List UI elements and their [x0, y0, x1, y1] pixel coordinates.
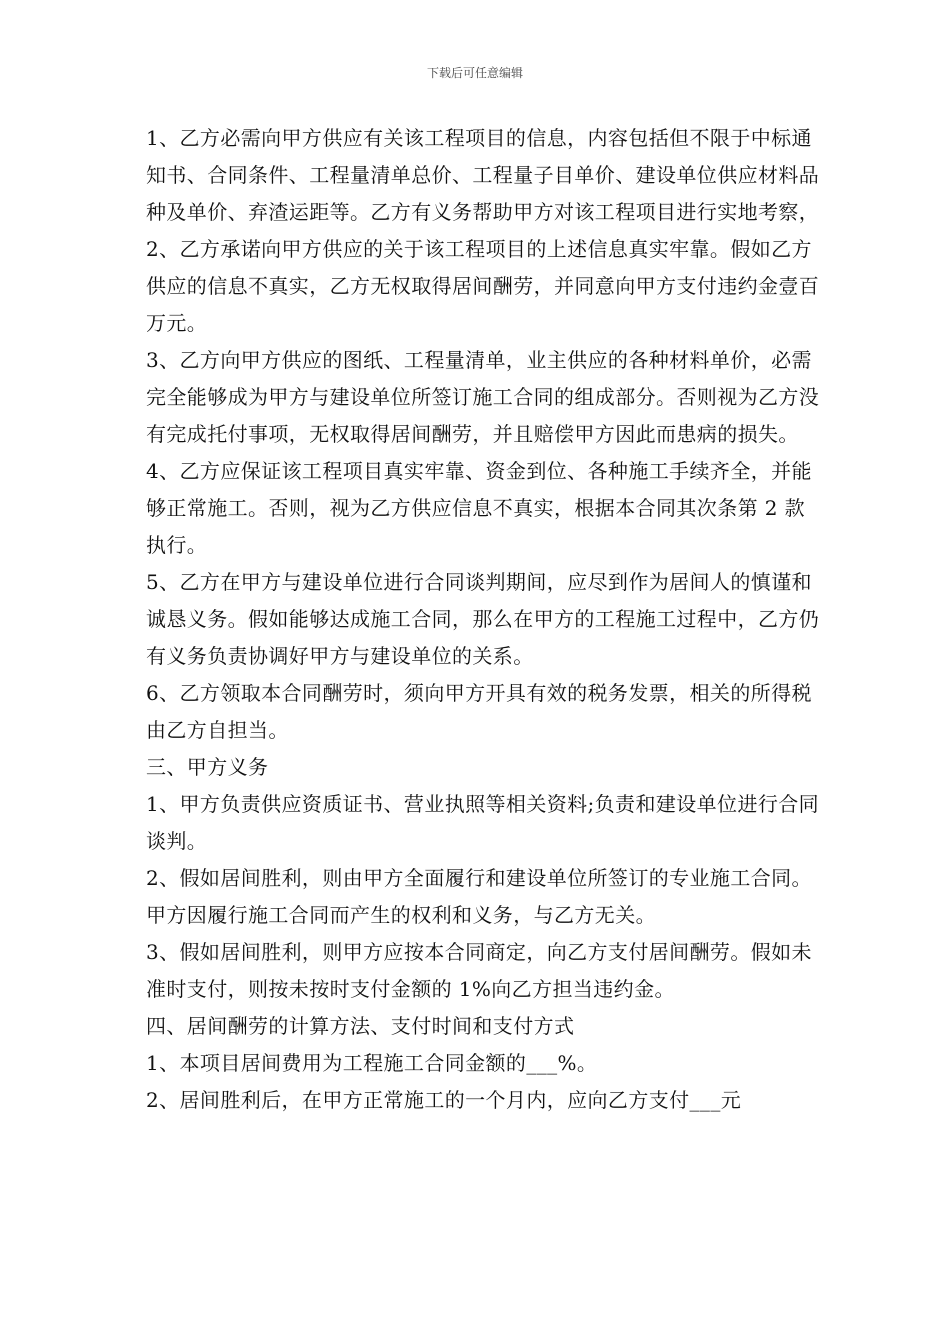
clause-paragraph: 1、甲方负责供应资质证书、营业执照等相关资料;负责和建设单位进行合同谈判。 [146, 792, 820, 853]
section-heading: 三、甲方义务 [146, 755, 269, 779]
clause-paragraph: 3、假如居间胜利，则甲方应按本合同商定，向乙方支付居间酬劳。假如未准时支付，则按未按时支付金额的 1%向乙方担当违约金。 [146, 940, 812, 1001]
document-body [146, 120, 822, 1119]
clause-paragraph: 2、假如居间胜利，则由甲方全面履行和建设单位所签订的专业施工合同。甲方因履行施工合同而产生的权利和义务，与乙方无关。 [146, 866, 812, 927]
clause-paragraph: 3、乙方向甲方供应的图纸、工程量清单，业主供应的各种材料单价，必需完全能够成为甲方与建设单位所签订施工合同的组成部分。否则视为乙方没有完成托付事项，无权取得居间酬劳，并且赔偿甲方因此而患病的损失。 [146, 348, 820, 446]
section-heading: 四、居间酬劳的计算方法、支付时间和支付方式 [146, 1014, 575, 1038]
clause-paragraph: 1、乙方必需向甲方供应有关该工程项目的信息，内容包括但不限于中标通知书、合同条件、工程量清单总价、工程量子目单价、建设单位供应材料品种及单价、弃渣运距等。乙方有义务帮助甲方对该工程项目进行实地考察， [146, 126, 820, 224]
clause-paragraph: 2、乙方承诺向甲方供应的关于该工程项目的上述信息真实牢靠。假如乙方供应的信息不真实，乙方无权取得居间酬劳，并同意向甲方支付违约金壹百万元。 [146, 237, 820, 335]
clause-paragraph: 2、居间胜利后，在甲方正常施工的一个月内，应向乙方支付___元 [146, 1088, 742, 1112]
clause-paragraph: 6、乙方领取本合同酬劳时，须向甲方开具有效的税务发票，相关的所得税由乙方自担当。 [146, 681, 812, 742]
clause-paragraph: 1、本项目居间费用为工程施工合同金额的___%。 [146, 1051, 598, 1075]
page-header-note: 下载后可任意编辑 [426, 66, 523, 80]
clause-paragraph: 4、乙方应保证该工程项目真实牢靠、资金到位、各种施工手续齐全，并能够正常施工。否则，视为乙方供应信息不真实，根据本合同其次条第 2 款执行。 [146, 459, 812, 557]
clause-paragraph: 5、乙方在甲方与建设单位进行合同谈判期间，应尽到作为居间人的慎谨和诚恳义务。假如能够达成施工合同，那么在甲方的工程施工过程中，乙方仍有义务负责协调好甲方与建设单位的关系。 [146, 570, 820, 668]
